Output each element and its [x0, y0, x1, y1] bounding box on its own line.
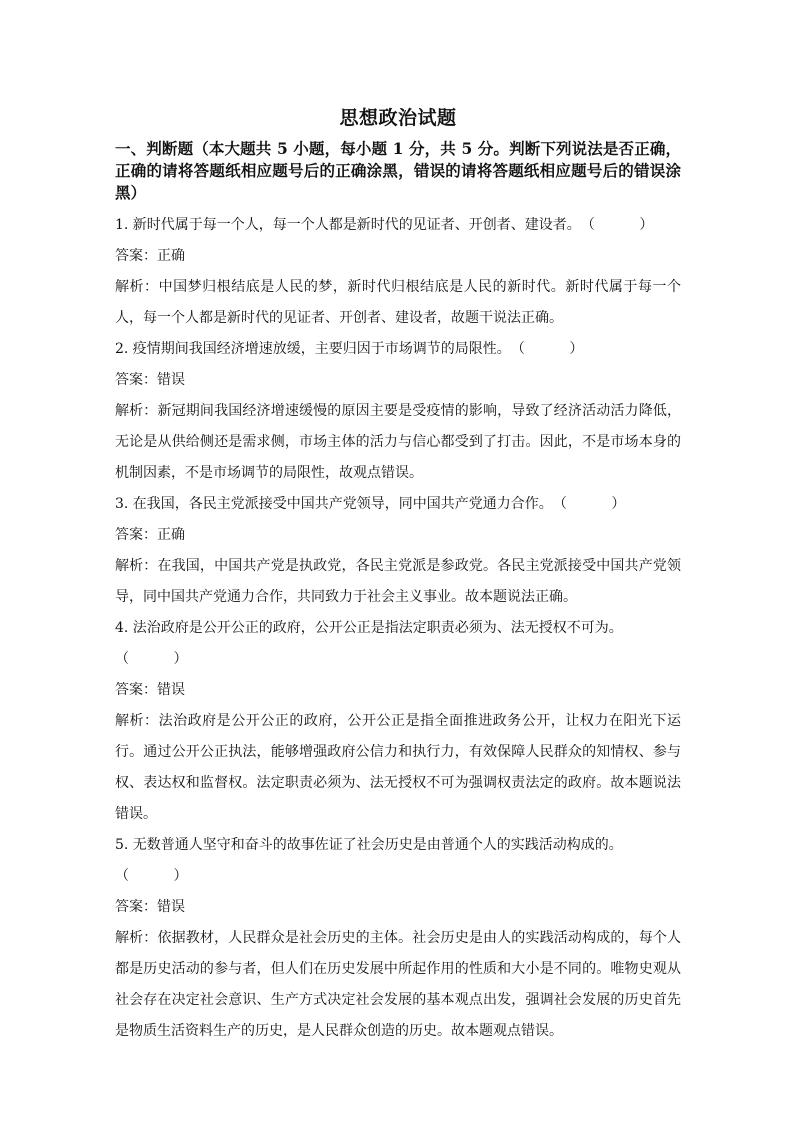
- question-stem: 5. 无数普通人坚守和奋斗的故事佐证了社会历史是由普通个人的实践活动构成的。: [115, 837, 623, 853]
- answer-blank-text: （ ）: [115, 651, 188, 667]
- answer-line: 答案：错误: [115, 682, 185, 698]
- section-heading: 一、判断题（本大题共 5 小题，每小题 1 分，共 5 分。判断下列说法是否正确，正确的请将答题纸相应题号后的正确涂黑，错误的请将答题纸相应题号后的错误涂黑）: [115, 139, 681, 202]
- question-block: [115, 830, 681, 1047]
- question-stem-text: 1. 新时代属于每一个人，每一个人都是新时代的见证者、开创者、建设者。: [115, 217, 581, 233]
- page-title: 思想政治试题: [339, 107, 457, 129]
- analysis-paragraph: 解析：中国梦归根结底是人民的梦，新时代归根结底是人民的新时代。新时代属于每一个人，每一个人都是新时代的见证者、开创者、建设者，故题干说法正确。: [115, 279, 681, 326]
- question-block: [115, 210, 681, 334]
- answer-blank-text: （ ）: [115, 868, 188, 884]
- question-stem: 4. 法治政府是公开公正的政府，公开公正是指法定职责必须为、法无授权不可为。: [115, 620, 623, 636]
- question-stem-text: 3. 在我国，各民主党派接受中国共产党领导，同中国共产党通力合作。: [115, 496, 553, 512]
- answer-line: 答案：错误: [115, 372, 185, 388]
- document-page: [115, 104, 681, 1047]
- answer-blank: （ ）: [552, 496, 626, 512]
- answer-line: 答案：错误: [115, 899, 185, 915]
- question-stem: [115, 210, 681, 241]
- analysis-paragraph: 解析：新冠期间我国经济增速缓慢的原因主要是受疫情的影响，导致了经济活动活力降低，无论是从供给侧还是需求侧，市场主体的活力与信心都受到了打击。因此，不是市场本身的机制因素，不是市场调节的局限性，故观点错误。: [115, 403, 681, 481]
- analysis-paragraph: 解析：依据教材，人民群众是社会历史的主体。社会历史是由人的实践活动构成的，每个人都是历史活动的参与者，但人们在历史发展中所起作用的性质和大小是不同的。唯物史观从社会存在决定社会意识、生产方式决定社会发展的基本观点出发，强调社会发展的历史首先是物质生活资料生产的历史，是人民群众创造的历史。故本题观点错误。: [115, 930, 681, 1039]
- answer-blank: [115, 861, 681, 892]
- question-block: [115, 613, 681, 830]
- question-stem: [115, 334, 681, 365]
- analysis-paragraph: 解析：法治政府是公开公正的政府，公开公正是指全面推进政务公开，让权力在阳光下运行。通过公开公正执法，能够增强政府公信力和执行力，有效保障人民群众的知情权、参与权、表达权和监督权。法定职责必须为、法无授权不可为强调权责法定的政府。故本题说法错误。: [115, 713, 681, 822]
- answer-blank: （ ）: [510, 341, 584, 357]
- answer-blank: [115, 644, 681, 675]
- question-stem-text: 2. 疫情期间我国经济增速放缓，主要归因于市场调节的局限性。: [115, 341, 511, 357]
- analysis-paragraph: 解析：在我国，中国共产党是执政党，各民主党派是参政党。各民主党派接受中国共产党领导，同中国共产党通力合作，共同致力于社会主义事业。故本题说法正确。: [115, 558, 681, 605]
- question-block: [115, 489, 681, 613]
- question-stem: [115, 489, 681, 520]
- answer-line: 答案：正确: [115, 248, 185, 264]
- answer-blank: （ ）: [580, 217, 654, 233]
- answer-line: 答案：正确: [115, 527, 185, 543]
- question-block: [115, 334, 681, 489]
